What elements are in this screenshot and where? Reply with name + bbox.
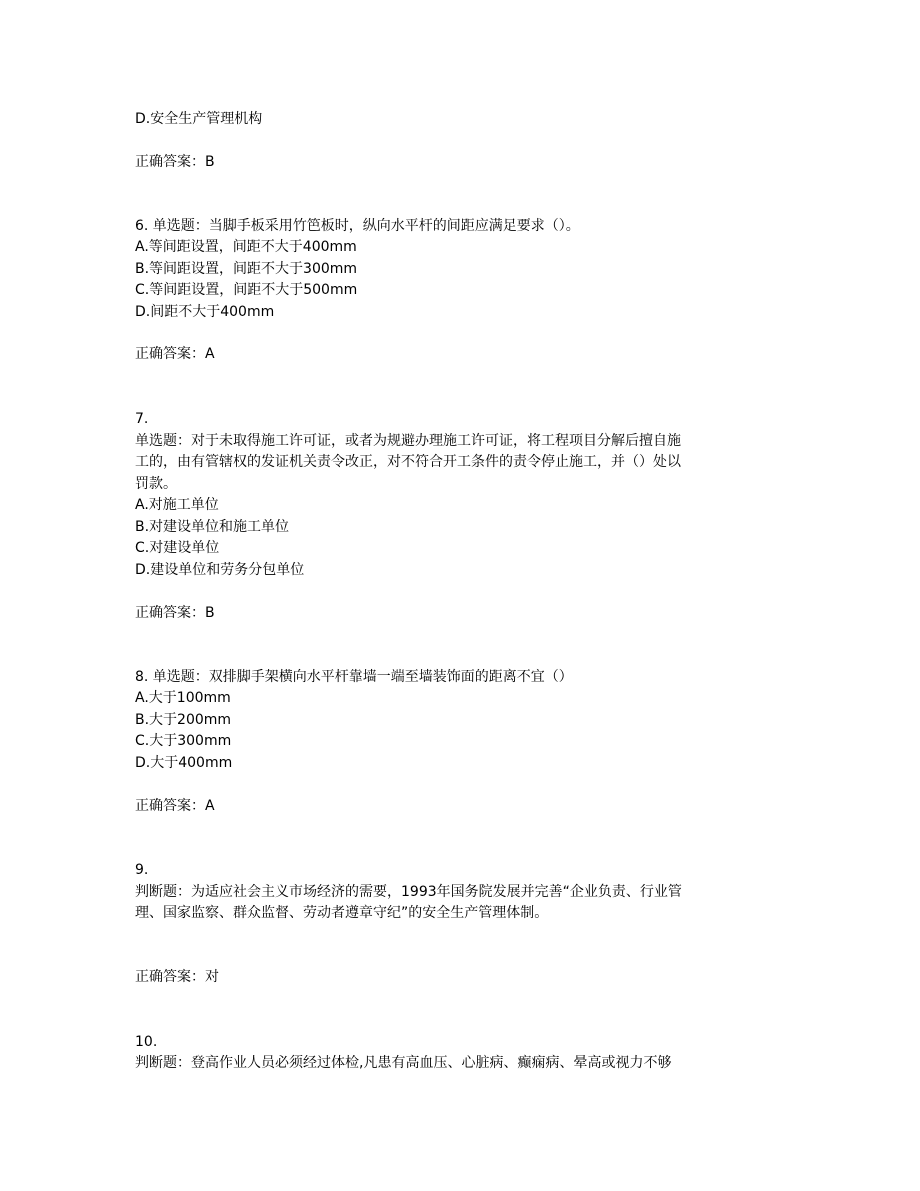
q9-stem-line-2: 理、国家监察、群众监督、劳动者遵章守纪”的安全生产管理体制。 — [135, 905, 549, 921]
q7-option-d: D.建设单位和劳务分包单位 — [135, 562, 305, 578]
q10-number: 10. — [135, 1034, 158, 1050]
q5-answer: 正确答案：B — [135, 154, 215, 170]
q8-option-b: B.大于200mm — [135, 712, 232, 728]
q6-option-a: A.等间距设置，间距不大于400mm — [135, 239, 357, 255]
q7-option-a: A.对施工单位 — [135, 497, 219, 513]
q7-option-b: B.对建设单位和施工单位 — [135, 519, 290, 535]
q6-option-d: D.间距不大于400mm — [135, 304, 275, 320]
q6-stem: 6. 单选题：当脚手板采用竹笆板时，纵向水平杆的间距应满足要求（）。 — [135, 218, 580, 234]
q7-stem-line-3: 罚款。 — [135, 476, 177, 492]
q8-option-c: C.大于300mm — [135, 733, 232, 749]
q6-option-b: B.等间距设置，间距不大于300mm — [135, 261, 358, 277]
q9-stem-line-1: 判断题：为适应社会主义市场经济的需要，1993年国务院发展并完善“企业负责、行业管 — [135, 884, 682, 900]
q8-option-d: D.大于400mm — [135, 755, 233, 771]
q7-stem-line-2: 工的，由有管辖权的发证机关责令改正，对不符合开工条件的责令停止施工，并（）处以 — [135, 454, 681, 470]
q7-option-c: C.对建设单位 — [135, 540, 220, 556]
q10-stem-line-1: 判断题：登高作业人员必须经过体检,凡患有高血压、心脏病、癫痫病、晕高或视力不够 — [135, 1055, 672, 1071]
q5-option-d: D.安全生产管理机构 — [135, 111, 263, 127]
q9-answer: 正确答案：对 — [135, 969, 219, 985]
q7-answer: 正确答案：B — [135, 605, 215, 621]
q7-number: 7. — [135, 411, 149, 427]
q6-answer: 正确答案：A — [135, 346, 215, 362]
q7-stem-line-1: 单选题：对于未取得施工许可证，或者为规避办理施工许可证，将工程项目分解后擅自施 — [135, 433, 681, 449]
q8-answer: 正确答案：A — [135, 798, 215, 814]
q9-number: 9. — [135, 862, 149, 878]
q6-option-c: C.等间距设置，间距不大于500mm — [135, 282, 358, 298]
q8-option-a: A.大于100mm — [135, 690, 231, 706]
q8-stem: 8. 单选题：双排脚手架横向水平杆靠墙一端至墙装饰面的距离不宜（） — [135, 669, 573, 685]
